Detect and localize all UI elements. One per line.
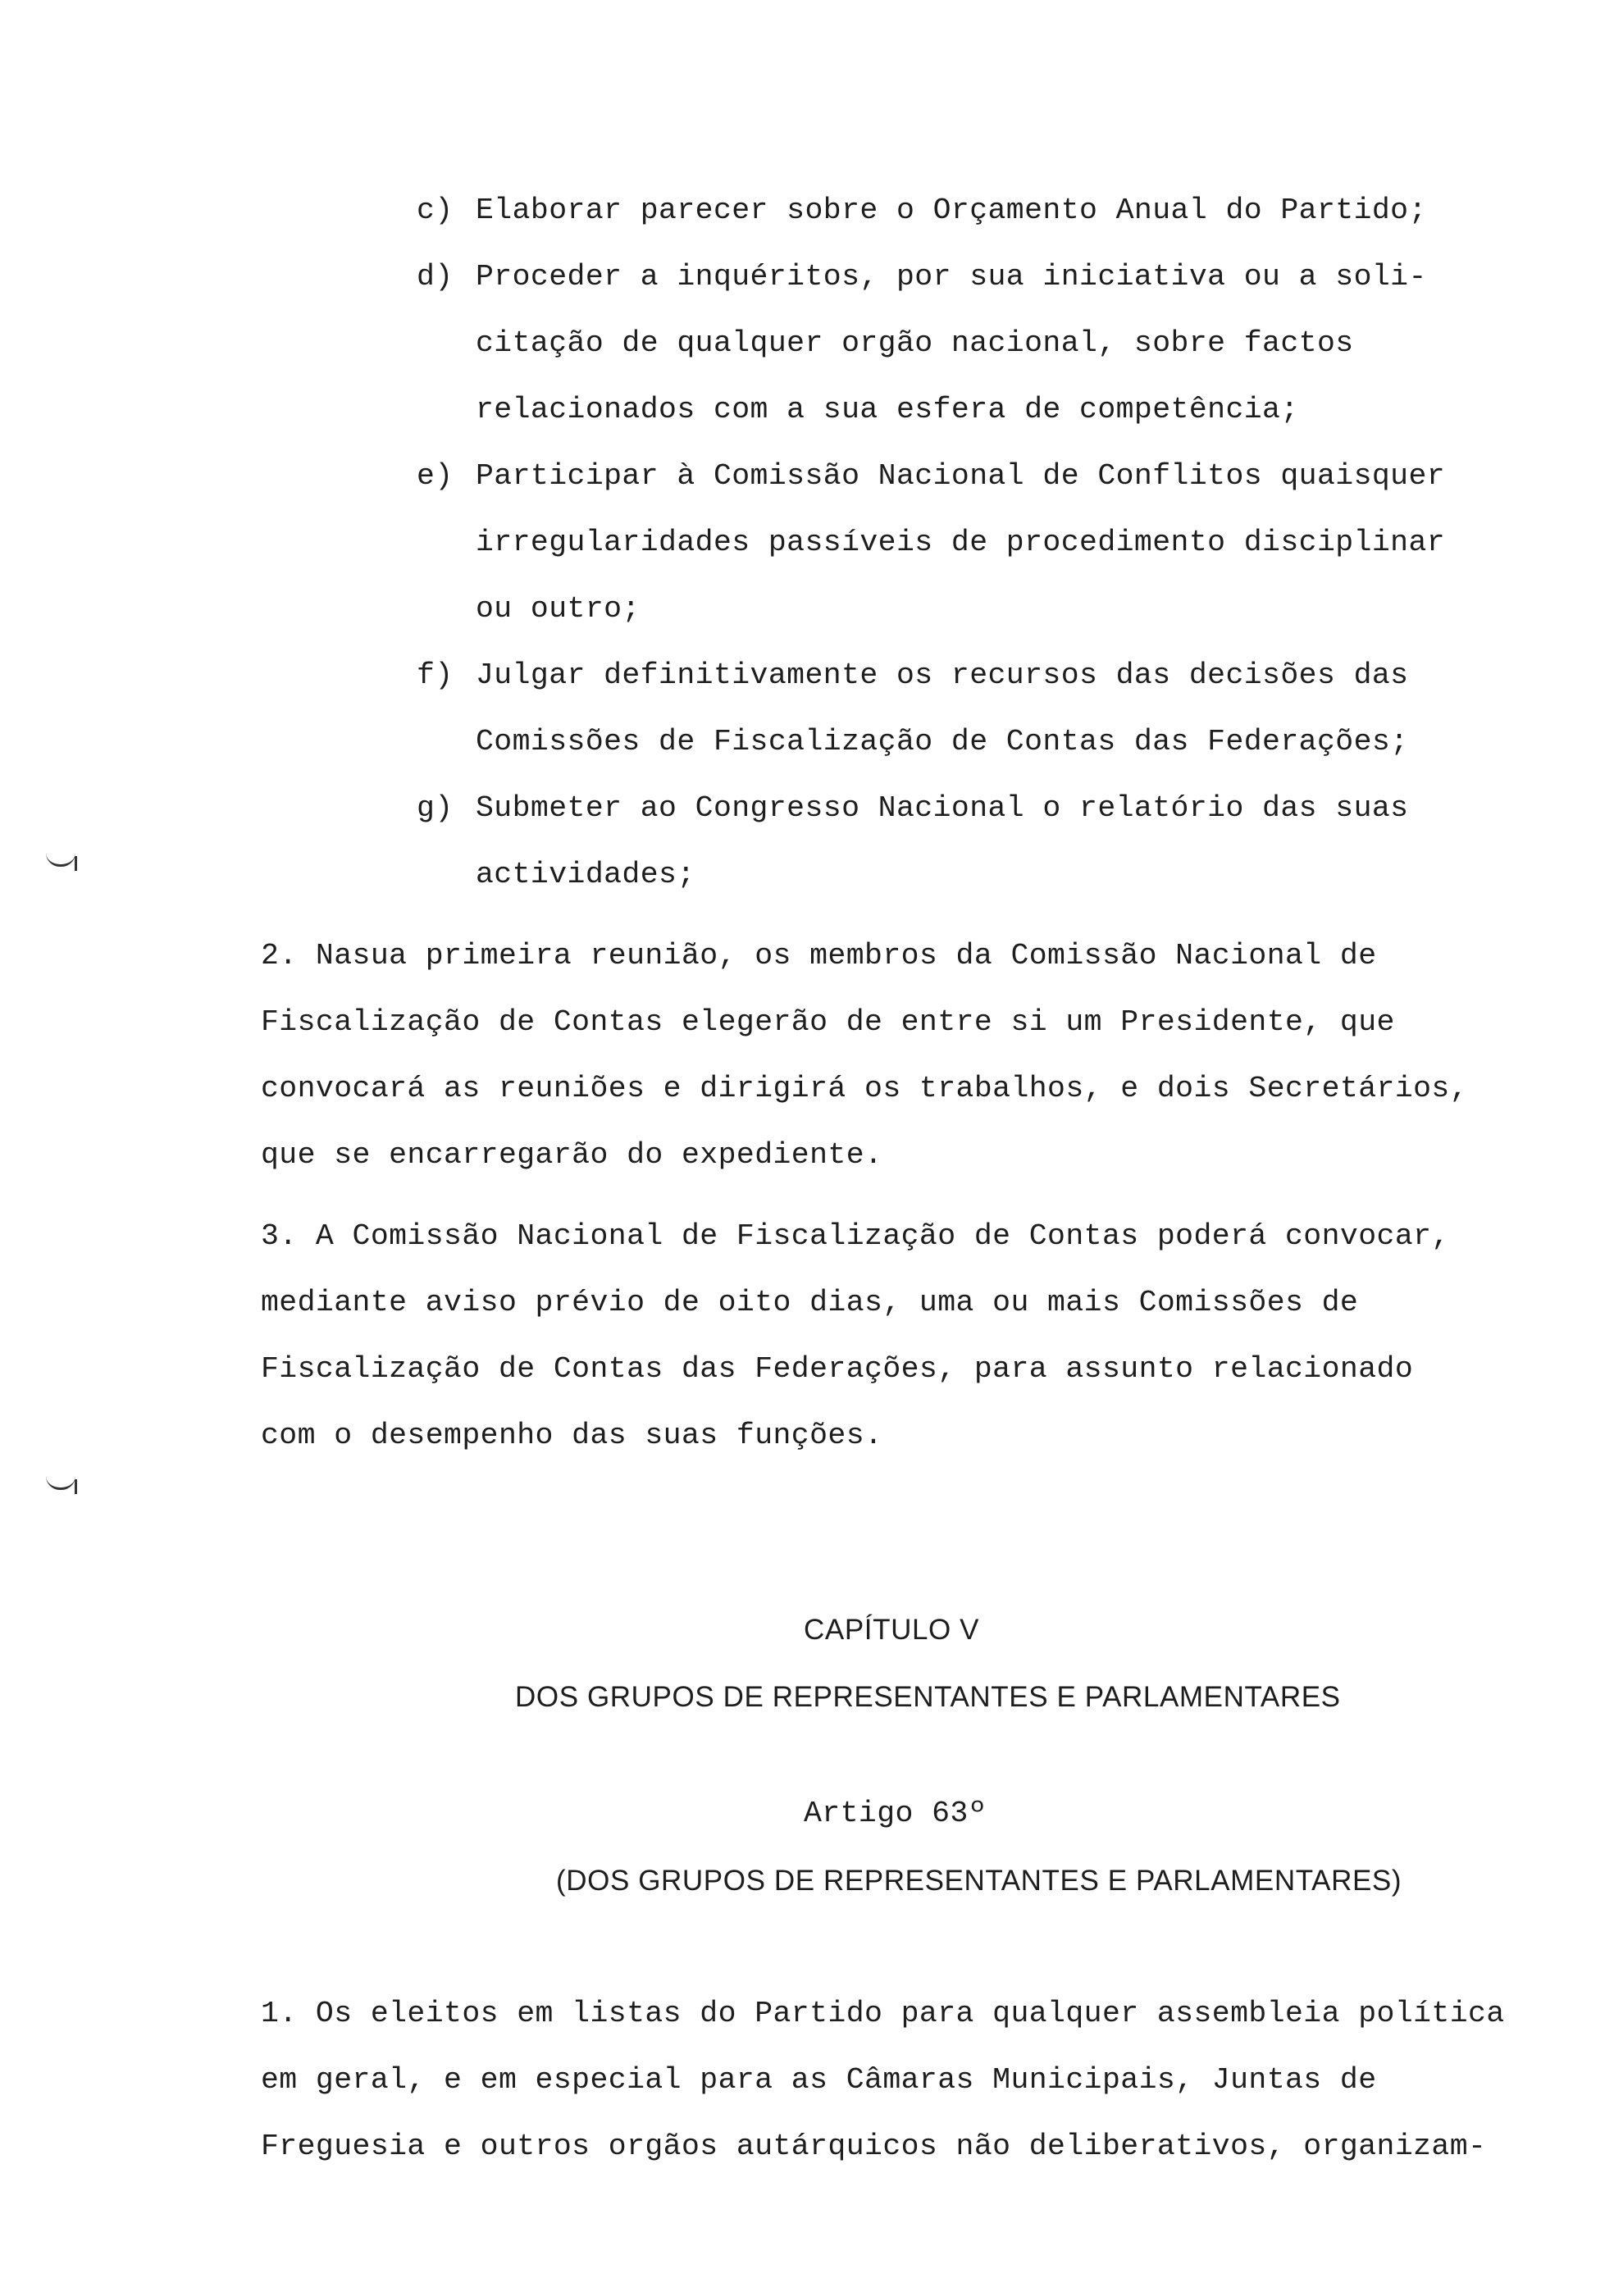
item-text-line: Comissões de Fiscalização de Contas das Federações; [476,725,1409,758]
margin-mark [46,1476,75,1490]
item-text-line: Submeter ao Congresso Nacional o relatório das suas [476,791,1409,825]
margin-mark [46,853,75,867]
item-text-line: relacionados com a sua esfera de competência; [476,393,1299,426]
item-text-line: ou outro; [476,592,641,626]
article-subtitle: (DOS GRUPOS DE REPRESENTANTES E PARLAMENTARES) [556,1865,1402,1897]
item-label: f) [417,658,454,692]
item-text-line: actividades; [476,858,695,891]
item-label: c) [417,194,454,227]
paragraph-line: convocará as reuniões e dirigirá os trabalhos, e dois Secretários, [261,1072,1469,1105]
article-title: Artigo 63º [804,1797,987,1830]
paragraph-line: Fiscalização de Contas elegerão de entre si um Presidente, que [261,1005,1395,1039]
item-text-line: Elaborar parecer sobre o Orçamento Anual do Partido; [476,194,1427,227]
item-label: e) [417,459,454,493]
paragraph-line: 3. A Comissão Nacional de Fiscalização de Contas poderá convocar, [261,1219,1450,1253]
paragraph-line: Freguesia e outros orgãos autárquicos não deliberativos, organizam- [261,2130,1487,2163]
paragraph-line: 1. Os eleitos em listas do Partido para qualquer assembleia política [261,1997,1505,2030]
item-text-line: irregularidades passíveis de procedimento disciplinar [476,526,1446,559]
chapter-subtitle: DOS GRUPOS DE REPRESENTANTES E PARLAMENTARES [515,1681,1341,1713]
item-text-line: Proceder a inquéritos, por sua iniciativa ou a soli- [476,260,1427,294]
item-label: g) [417,791,454,825]
item-text-line: Participar à Comissão Nacional de Conflitos quaisquer [476,459,1446,493]
paragraph-line: 2. Nasua primeira reunião, os membros da Comissão Nacional de [261,939,1377,973]
item-label: d) [417,260,454,294]
paragraph-line: com o desempenho das suas funções. [261,1419,883,1452]
paragraph-line: que se encarregarão do expediente. [261,1138,883,1172]
paragraph-line: Fiscalização de Contas das Federações, para assunto relacionado [261,1352,1414,1386]
paragraph-line: mediante aviso prévio de oito dias, uma ou mais Comissões de [261,1286,1359,1319]
item-text-line: citação de qualquer orgão nacional, sobre factos [476,326,1354,360]
chapter-title: CAPÍTULO V [804,1614,980,1646]
paragraph-line: em geral, e em especial para as Câmaras Municipais, Juntas de [261,2063,1377,2097]
item-text-line: Julgar definitivamente os recursos das decisões das [476,658,1409,692]
